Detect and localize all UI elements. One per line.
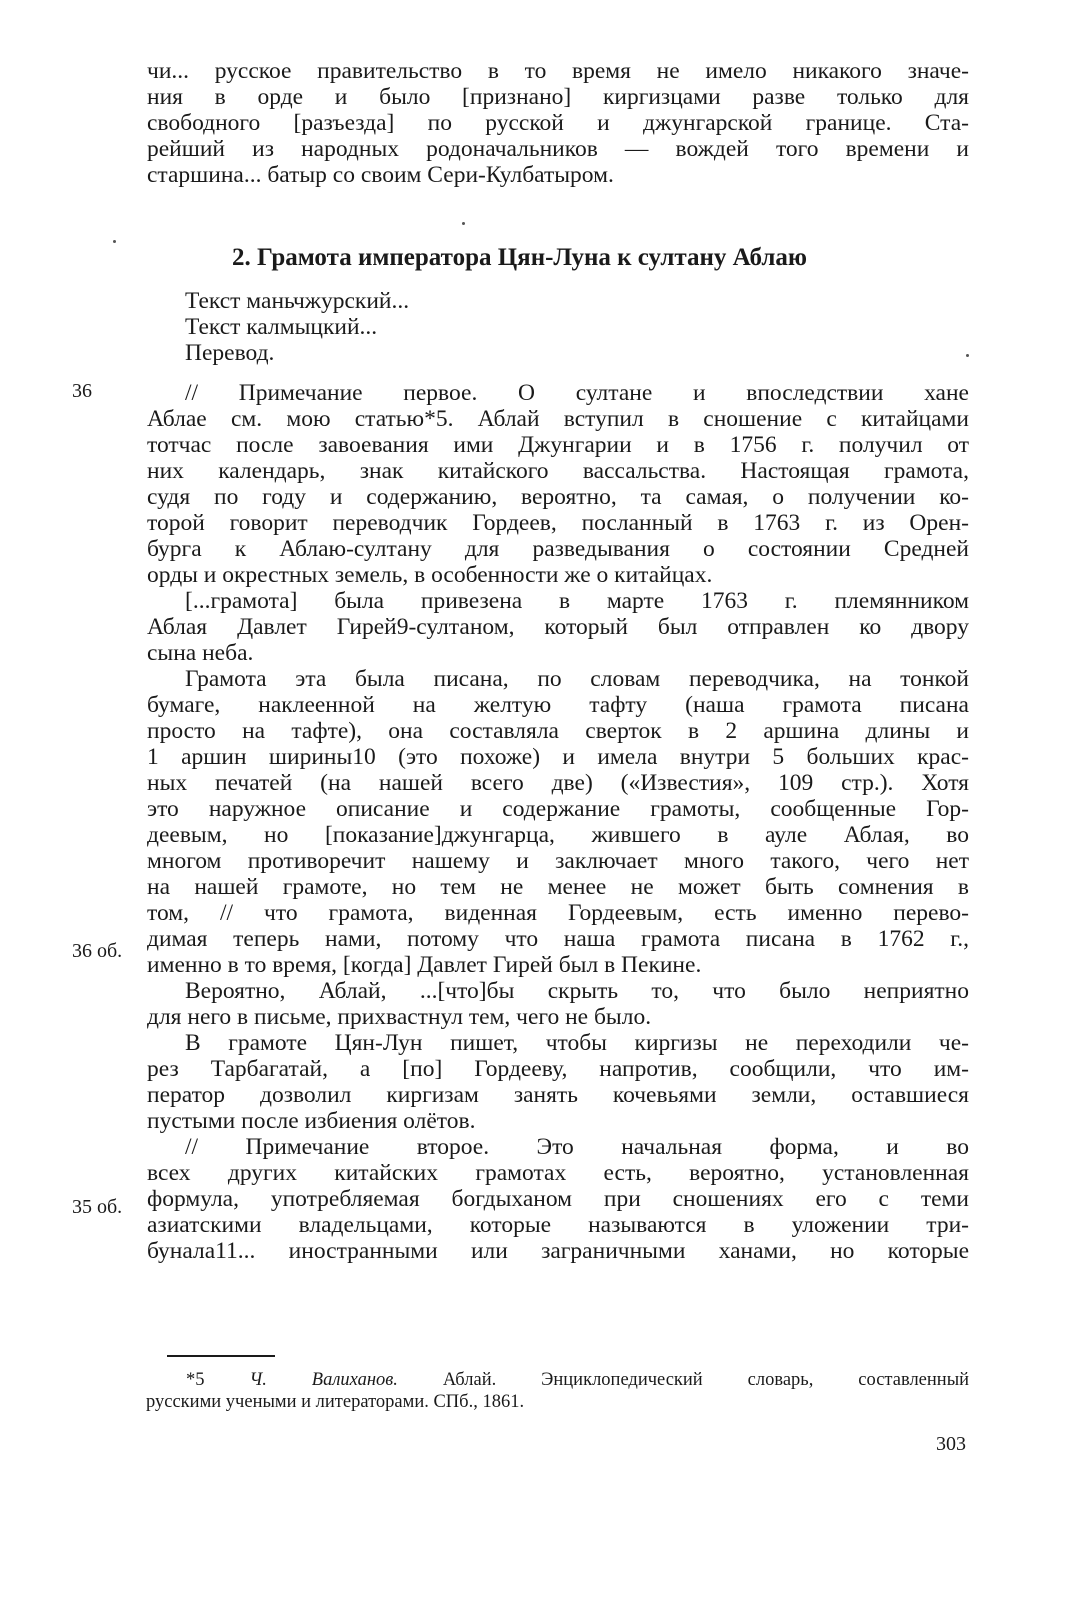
- text-line: торой говорит переводчик Гордеев, посланный в 1763 г. из Орен-: [147, 510, 969, 536]
- text-line: старшина... батыр со своим Сери-Кулбатыром.: [147, 162, 614, 188]
- text-line: ператор дозволил киргизам занять кочевьями земли, оставшиеся: [147, 1082, 969, 1108]
- margin-note: 36 об.: [72, 940, 123, 962]
- text-line: Текст маньчжурский...: [185, 288, 410, 314]
- text-line: это наружное описание и содержание грамоты, сообщенные Гор-: [147, 796, 969, 822]
- text-line: ния в орде и было [признано] киргизцами разве только для: [147, 84, 969, 110]
- footnote-rule: [167, 1355, 275, 1357]
- text-line: на нашей грамоте, но тем не менее не может быть сомнения в: [147, 874, 969, 900]
- text-line: [...грамота] была привезена в марте 1763 г. племянником: [185, 588, 969, 614]
- text-line: рез Тарбагатай, а [по] Гордееву, напротив, сообщили, что им-: [147, 1056, 969, 1082]
- text-line: просто на тафте), она составляла сверток в 2 аршина длины и: [147, 718, 969, 744]
- text-line: 1 аршин ширины10 (это похоже) и имела внутри 5 больших крас-: [147, 744, 969, 770]
- text-line: // Примечание первое. О султане и впоследствии хане: [185, 380, 969, 406]
- text-list: [147, 288, 969, 366]
- text-line: том, // что грамота, виденная Гордеевым, есть именно перево-: [147, 900, 969, 926]
- text-line: для него в письме, прихвастнул тем, чего не было.: [147, 1004, 652, 1030]
- text-line: многом противоречит нашему и заключает много такого, чего нет: [147, 848, 969, 874]
- text-line: тотчас после завоевания ими Джунгарии и в 1756 г. получил от: [147, 432, 969, 458]
- text-line: бумаге, наклеенной на желтую тафту (наша грамота писана: [147, 692, 969, 718]
- section-heading: 2. Грамота императора Цян-Луна к султану Аблаю: [232, 244, 807, 271]
- text-line: орды и окрестных земель, в особенности же о китайцах.: [147, 562, 713, 588]
- text-line: судя по году и содержанию, вероятно, та самая, о получении ко-: [147, 484, 969, 510]
- page-number: 303: [936, 1433, 966, 1455]
- text-line: Грамота эта была писана, по словам переводчика, на тонкой: [185, 666, 969, 692]
- scan-speck: [113, 240, 116, 243]
- text-line: них календарь, знак китайского вассальства. Настоящая грамота,: [147, 458, 969, 484]
- text-line: формула, употребляемая богдыханом при сношениях его с теми: [147, 1186, 969, 1212]
- text-line: Перевод.: [185, 340, 275, 366]
- text-line: Аблае см. мою статью*5. Аблай вступил в сношение с китайцами: [147, 406, 969, 432]
- text-line: пустыми после избиения олётов.: [147, 1108, 476, 1134]
- footnote-line: [186, 1369, 969, 1391]
- text-line: свободного [разъезда] по русской и джунгарской границе. Ста-: [147, 110, 969, 136]
- text-line: сына неба.: [147, 640, 254, 666]
- text-line: азиатскими владельцами, которые называются в уложении три-: [147, 1212, 969, 1238]
- text-line: чи... русское правительство в то время не имело никакого значе-: [147, 58, 969, 84]
- footnote-line: русскими учеными и литераторами. СПб., 1861.: [146, 1392, 525, 1412]
- text-line: бунала11... иностранными или заграничными ханами, но которые: [147, 1238, 969, 1264]
- text-line: димая теперь нами, потому что наша грамота писана в 1762 г.,: [147, 926, 969, 952]
- text-line: ных печатей (на нашей всего две) («Известия», 109 стр.). Хотя: [147, 770, 969, 796]
- margin-note: 35 об.: [72, 1196, 123, 1218]
- text-line: Вероятно, Аблай, ...[что]бы скрыть то, что было неприятно: [185, 978, 969, 1004]
- scan-speck: [462, 222, 465, 225]
- text-line: всех других китайских грамотах есть, вероятно, установленная: [147, 1160, 969, 1186]
- text-line: Аблая Давлет Гирей9-султаном, который был отправлен ко двору: [147, 614, 969, 640]
- footnote-text: Аблай. Энциклопедический словарь, составленный: [442, 1370, 970, 1390]
- intro-paragraph: [147, 58, 969, 188]
- text-line: бурга к Аблаю-султану для разведывания о состоянии Средней: [147, 536, 969, 562]
- footnote: [146, 1369, 970, 1413]
- text-line: // Примечание второе. Это начальная форма, и во: [185, 1134, 969, 1160]
- text-line: деевым, но [показание]джунгарца, жившего в ауле Аблая, во: [147, 822, 969, 848]
- margin-note: 36: [72, 380, 92, 402]
- scan-speck: [966, 354, 969, 357]
- main-text: [147, 380, 969, 1264]
- footnote-marker: *5: [186, 1370, 205, 1390]
- text-line: именно в то время, [когда] Давлет Гирей был в Пекине.: [147, 952, 702, 978]
- text-line: Текст калмыцкий...: [185, 314, 378, 340]
- text-line: рейший из народных родоначальников — вождей того времени и: [147, 136, 969, 162]
- text-line: В грамоте Цян-Лун пишет, чтобы киргизы не переходили че-: [185, 1030, 969, 1056]
- footnote-author: Ч. Валиханов.: [249, 1370, 398, 1390]
